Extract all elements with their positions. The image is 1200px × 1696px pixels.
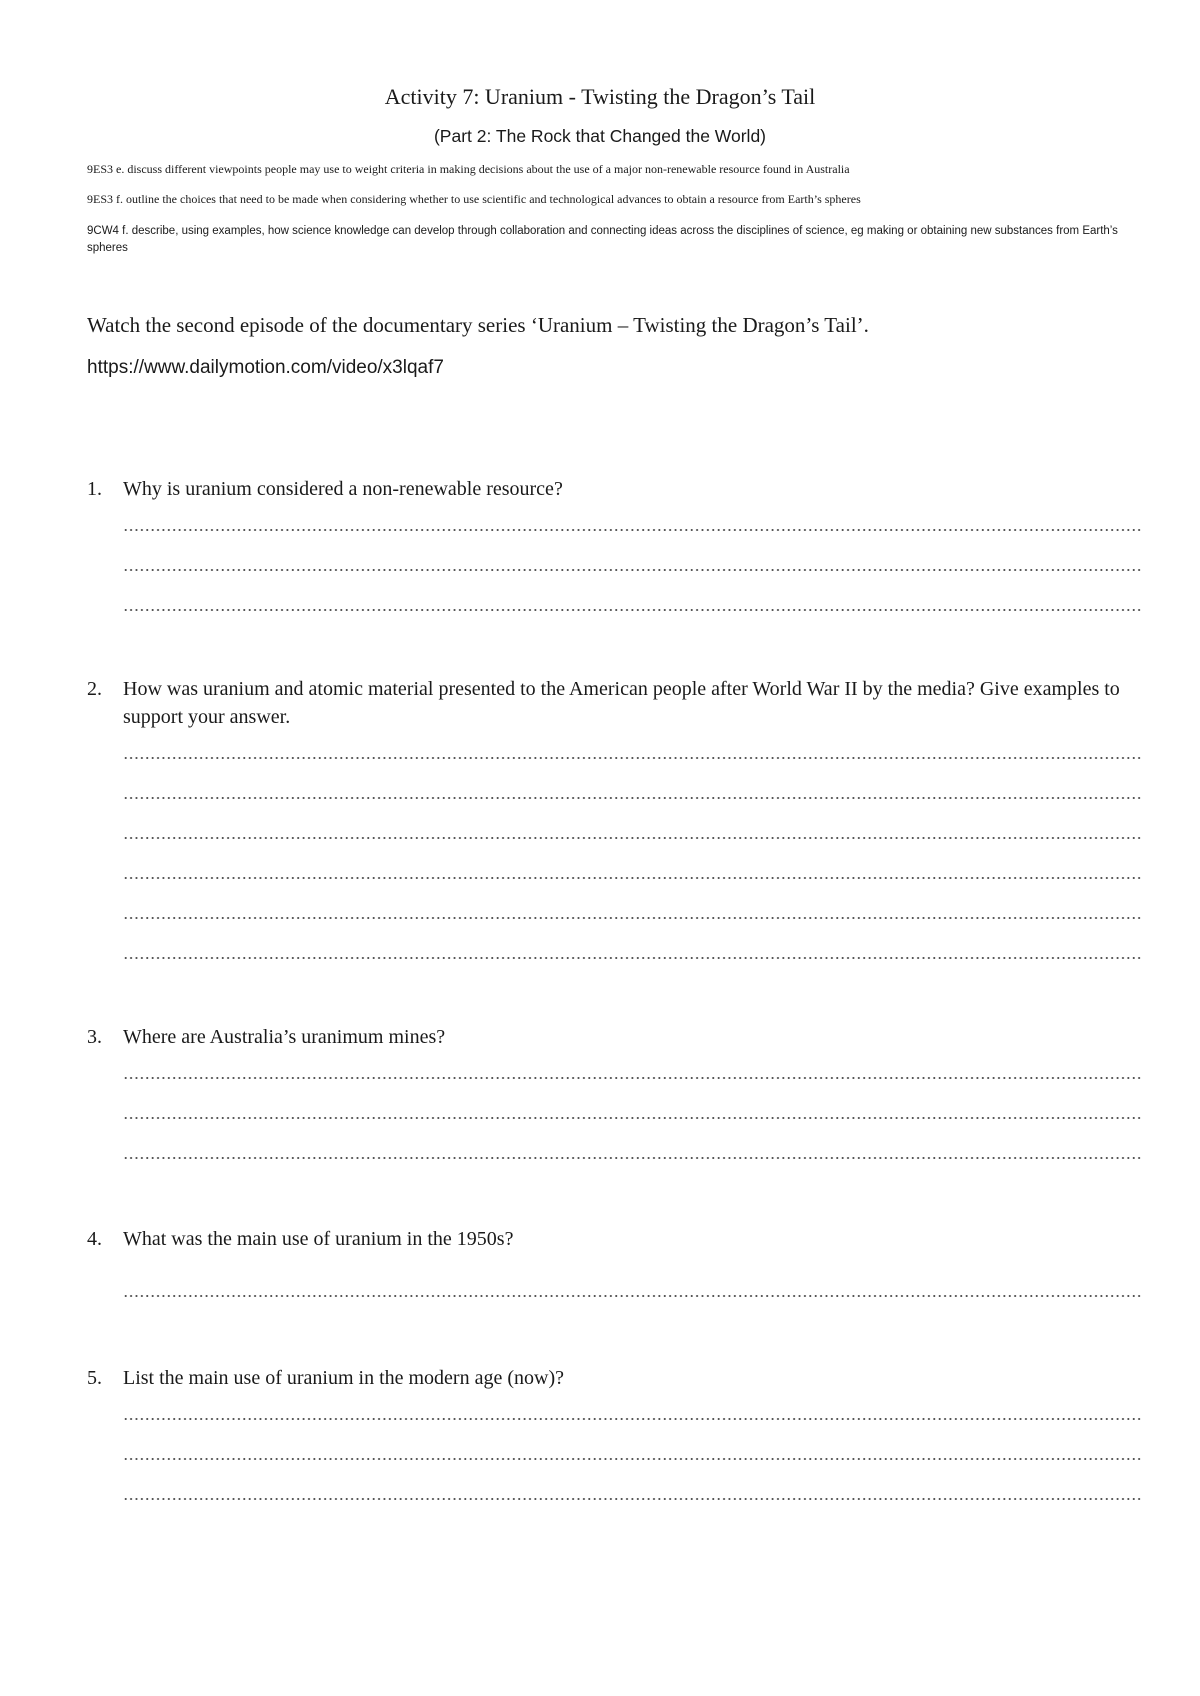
answer-line[interactable]	[123, 1273, 1141, 1313]
question-5	[87, 1364, 1147, 1516]
question-number: 2.	[87, 678, 102, 700]
question-3	[87, 1023, 1147, 1175]
question-number: 3.	[87, 1026, 102, 1048]
answer-line[interactable]	[123, 735, 1141, 775]
answer-line[interactable]	[123, 1095, 1141, 1135]
answer-line[interactable]	[123, 1436, 1141, 1476]
page-subtitle: (Part 2: The Rock that Changed the World)	[433, 126, 767, 146]
answer-line[interactable]	[123, 587, 1141, 627]
syllabus-outcome: 9ES3 e. discuss different viewpoints people may use to weight criteria in making decisions about the use of a major non-renewable resource found in Australia	[87, 162, 850, 176]
video-link[interactable]: https://www.dailymotion.com/video/x3lqaf7	[87, 357, 444, 378]
question-text: Where are Australia’s uranimum mines?	[123, 1026, 446, 1048]
answer-line[interactable]	[123, 507, 1141, 547]
syllabus-outcome: 9CW4 f. describe, using examples, how science knowledge can develop through collaboration and connecting ideas across the disciplines of science, eg making or obtaining new substances from Earth’s spheres	[87, 225, 1118, 254]
question-number: 1.	[87, 478, 102, 500]
question-4	[87, 1225, 1147, 1313]
answer-line[interactable]	[123, 1055, 1141, 1095]
answer-line[interactable]	[123, 855, 1141, 895]
answer-line[interactable]	[123, 895, 1141, 935]
answer-line[interactable]	[123, 935, 1141, 975]
answer-line[interactable]	[123, 547, 1141, 587]
answer-line[interactable]	[123, 1396, 1141, 1436]
answer-line[interactable]	[123, 815, 1141, 855]
answer-line[interactable]	[123, 775, 1141, 815]
question-text: What was the main use of uranium in the 1950s?	[123, 1228, 514, 1250]
intro-instruction: Watch the second episode of the documentary series ‘Uranium – Twisting the Dragon’s Tail’.	[87, 313, 869, 337]
answer-line[interactable]	[123, 1135, 1141, 1175]
question-number: 5.	[87, 1367, 102, 1389]
question-number: 4.	[87, 1228, 102, 1250]
question-text: Why is uranium considered a non-renewable resource?	[123, 478, 563, 500]
answer-line[interactable]	[123, 1476, 1141, 1516]
question-2	[87, 675, 1147, 975]
question-1	[87, 475, 1147, 627]
page-title: Activity 7: Uranium - Twisting the Dragon’s Tail	[384, 84, 816, 109]
question-text: How was uranium and atomic material presented to the American people after World War II by the media? Give examples to support your answer.	[123, 678, 1120, 728]
syllabus-outcome: 9ES3 f. outline the choices that need to be made when considering whether to use scientific and technological advances to obtain a resource from Earth’s spheres	[87, 192, 861, 206]
question-text: List the main use of uranium in the modern age (now)?	[123, 1367, 564, 1389]
